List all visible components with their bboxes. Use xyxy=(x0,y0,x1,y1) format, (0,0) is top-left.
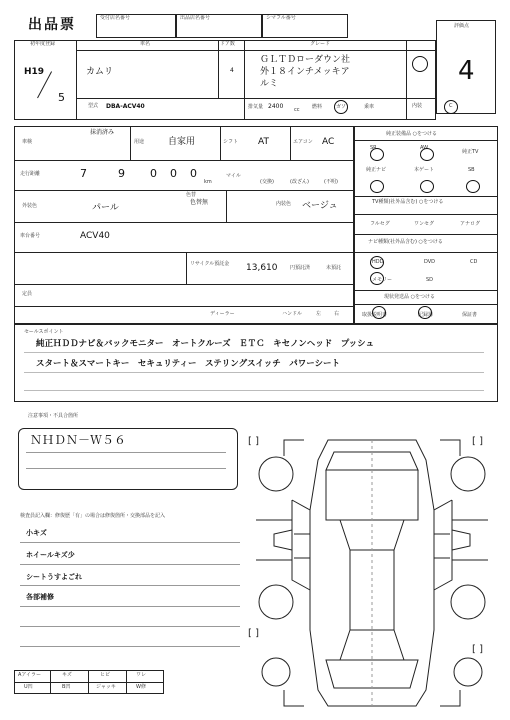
recycle-opt-1: 円預託済 xyxy=(290,265,311,271)
legend-r2-2: B凹 xyxy=(62,684,71,690)
inspector-item-1: 小キズ xyxy=(26,529,47,537)
year-label: 初年度登録 xyxy=(30,41,56,47)
model-label: 型式 xyxy=(88,103,99,109)
displacement-value: 2400 xyxy=(268,103,284,110)
std-circle-1 xyxy=(370,145,384,161)
sales-points-label: セールスポイント xyxy=(24,329,64,335)
score-label: 評価点 xyxy=(454,23,470,29)
mileage-digit-5: 0 xyxy=(190,167,197,180)
navi-item-2: DVD xyxy=(424,259,436,265)
std-item-2: AW xyxy=(420,145,429,151)
inspector-label: 検査員記入欄：修復歴「有」の場合は修復箇所・交換部品を記入 xyxy=(20,513,166,519)
std-item-4: 純正ナビ xyxy=(366,167,387,173)
ac-value: AC xyxy=(322,137,335,147)
dealer-label: ディーラー xyxy=(210,311,235,317)
car-name-value: カムリ xyxy=(86,67,114,77)
history-title: 現状発送品 ○をつける xyxy=(384,294,435,300)
car-damage-diagram xyxy=(244,430,504,710)
car-name-label: 車名 xyxy=(140,41,151,47)
tax-status: 抹消済み xyxy=(90,129,115,136)
notes-label: 注意事項・不具合箇所 xyxy=(28,413,79,419)
interior-value: C xyxy=(449,103,453,109)
tv-title: TV種類(社外品含む) ○をつける xyxy=(372,199,444,205)
std-item-1: SR xyxy=(370,145,377,151)
usage-label: 用途 xyxy=(134,139,145,145)
chassis-label: 車台番号 xyxy=(20,233,41,239)
usage-value: 自家用 xyxy=(168,137,196,147)
std-circle-3 xyxy=(370,180,384,193)
history-circle-1 xyxy=(372,306,386,319)
grade-line-3: ルミ xyxy=(260,79,279,89)
tv-item-3: アナログ xyxy=(460,221,481,227)
door-label: ドア数 xyxy=(220,41,235,47)
steering-label: ハンドル xyxy=(282,311,303,317)
mileage-opt-1: マイル xyxy=(226,173,241,179)
door-value: 4 xyxy=(230,67,234,74)
detail-table xyxy=(14,126,354,324)
history-item-3: 保証書 xyxy=(462,312,478,318)
recycle-opt-2: 未預託 xyxy=(326,265,342,271)
svg-text:[ ]: [ ] xyxy=(248,436,259,447)
legend-r2-4: W修 xyxy=(136,684,146,690)
mileage-digit-1: 7 xyxy=(80,167,87,180)
sales-line-1: 純正ＨＤＤナビ＆バックモニター オートクルーズ ＥＴＣ キセノンヘッド プッシュ xyxy=(36,339,374,349)
std-item-3: 純正TV xyxy=(462,149,479,155)
navi-item-5: SD xyxy=(426,277,434,283)
recycle-value: 13,610 xyxy=(246,263,278,273)
form-title: 出品票 xyxy=(28,17,76,33)
fuel-label: 燃料 xyxy=(312,104,323,110)
history-item-1: 取扱説明書 xyxy=(362,312,388,318)
displacement-unit: cc xyxy=(294,107,300,113)
grade-line-2: 外１８インチメッキア xyxy=(260,67,350,77)
svg-text:[ ]: [ ] xyxy=(248,628,259,639)
std-item-6: SB xyxy=(468,167,475,173)
history-item-2: 記録簿 xyxy=(418,312,434,318)
mileage-digit-4: 0 xyxy=(170,167,177,180)
color-change-label: 色替 xyxy=(186,192,197,198)
tv-item-1: フルセグ xyxy=(370,221,390,227)
color-change-value: 色替無 xyxy=(190,199,209,206)
inspector-item-3: シートうすよごれ xyxy=(26,573,82,581)
svg-text:[ ]: [ ] xyxy=(472,644,483,655)
mileage-opt-3: (改ざん) xyxy=(290,179,309,185)
ac-label: エアコン xyxy=(293,139,313,145)
shift-value: AT xyxy=(258,137,269,147)
header-field-3-label: シマフル番号 xyxy=(266,15,296,21)
month-value: 5 xyxy=(58,91,65,104)
navi-circle-2 xyxy=(370,272,384,285)
steering-left: 左 xyxy=(316,311,322,317)
std-circle-5 xyxy=(466,180,480,193)
svg-text:[ ]: [ ] xyxy=(472,436,483,447)
history-circle-2 xyxy=(418,306,432,319)
legend-r2-3: ジャッキ xyxy=(96,684,116,690)
navi-item-4: メモリー xyxy=(372,277,393,283)
mileage-opt-2: (交換) xyxy=(260,179,274,185)
mileage-label: 走行距離 xyxy=(20,171,41,177)
inspector-item-4: 各部補修 xyxy=(26,593,54,601)
std-circle-2 xyxy=(420,145,434,161)
score-value: 4 xyxy=(458,56,475,86)
tv-item-2: ワンセグ xyxy=(414,221,435,227)
tax-label: 車検 xyxy=(22,139,33,145)
interior-color-label: 内装色 xyxy=(276,201,292,207)
legend-r1-2: キズ xyxy=(62,672,72,678)
std-item-5: 本ゲート xyxy=(414,167,435,173)
navi-item-1: HDD xyxy=(372,259,384,265)
grade-circle xyxy=(412,56,428,72)
legend-r2-1: U凹 xyxy=(24,684,33,690)
interior-color-value: ベージュ xyxy=(302,201,338,211)
header-field-1-label: 受付店名番号 xyxy=(100,15,131,21)
navi-title: ナビ種類(社外品含む) ○をつける xyxy=(368,239,443,245)
chassis-value: ACV40 xyxy=(80,231,110,241)
fuel-value: ガソ xyxy=(336,104,347,110)
legend-r1-4: ワレ xyxy=(136,672,147,678)
legend-r1-1: Aアイラー xyxy=(18,672,41,678)
mileage-digit-2: 9 xyxy=(118,167,125,180)
recycle-label: リサイクル預託金 xyxy=(190,261,230,267)
model-value: DBA-ACV40 xyxy=(106,103,145,110)
grade-line-1: ＧＬＴＤローダウン社 xyxy=(260,55,351,65)
mileage-digit-3: 0 xyxy=(150,167,157,180)
mileage-unit: km xyxy=(204,179,212,185)
std-circle-4 xyxy=(420,180,434,193)
header-field-2-label: 出品店名番号 xyxy=(180,15,211,21)
standard-title: 純正装備品 ○をつける xyxy=(386,131,437,137)
grade-label: グレード xyxy=(310,41,331,47)
year-value: H19 xyxy=(24,67,45,77)
exterior-color-value: パール xyxy=(92,203,119,213)
shift-label: シフト xyxy=(223,139,239,145)
owner-label: 定員 xyxy=(22,291,33,297)
displacement-label: 排気量 xyxy=(248,104,264,110)
exterior-color-label: 外装色 xyxy=(22,203,38,209)
navi-circle-1 xyxy=(370,256,384,269)
legend-r1-3: ヒビ xyxy=(100,672,111,678)
fuel-circle xyxy=(334,100,348,114)
inspector-item-2: ホイールキズ少 xyxy=(26,551,75,559)
steering-right: 右 xyxy=(334,311,340,317)
notes-line-1: ＮＨＤＮ－Ｗ５６ xyxy=(30,433,127,447)
sales-line-2: スタート＆スマートキー セキュリティー ステリングスイッチ パワーシート xyxy=(36,359,341,369)
mileage-opt-4: (不明) xyxy=(324,179,338,185)
navi-item-3: CD xyxy=(470,259,478,265)
interior-label: 内装 xyxy=(412,103,423,109)
loading-label: 乗車 xyxy=(364,104,375,110)
